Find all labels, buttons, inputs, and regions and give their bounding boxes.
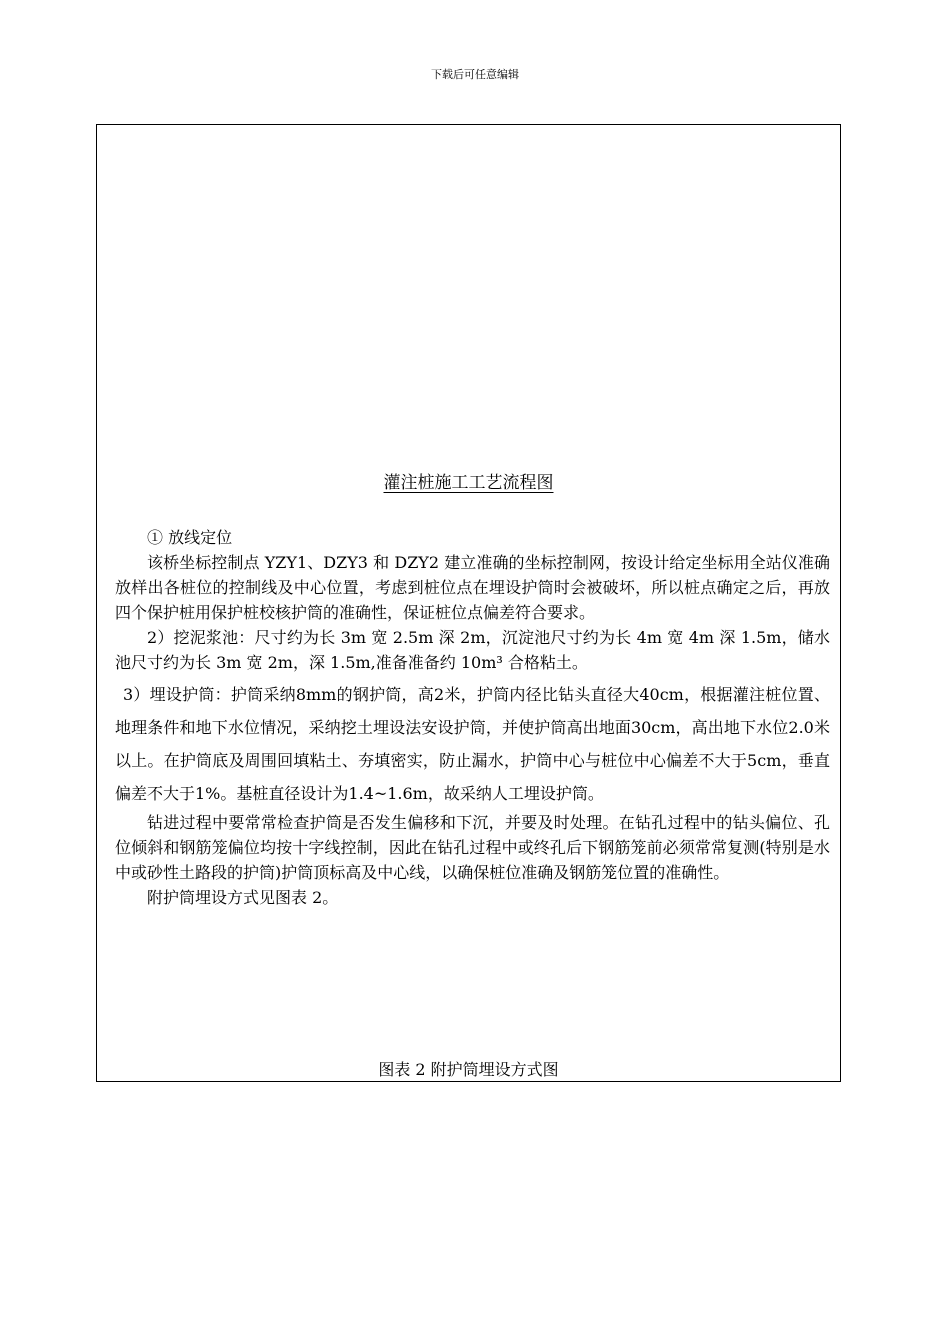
section-2-paragraph: 2）挖泥浆池：尺寸约为长 3m 宽 2.5m 深 2m，沉淀池尺寸约为长 4m 宽 4m 深 1.5m，储水池尺寸约为长 3m 宽 2m，深 1.5m,准备准备约 10m³ 合格粘土。 <box>115 628 830 672</box>
section-4-paragraph: 钻进过程中要常常检查护筒是否发生偏移和下沉，并要及时处理。在钻孔过程中的钻头偏位、孔位倾斜和钢筋笼偏位均按十字线控制，因此在钻孔过程中或终孔后下钢筋笼前必须常常复测(特别是水中或砂性土路段的护筒)护筒顶标高及中心线，以确保桩位准确及钢筋笼位置的准确性。 <box>115 813 830 882</box>
section-1-heading: ① 放线定位 <box>147 528 233 547</box>
section-1-paragraph: 该桥坐标控制点 YZY1、DZY3 和 DZY2 建立准确的坐标控制网，按设计给定坐标用全站仪准确放样出各桩位的控制线及中心位置，考虑到桩位点在埋设护筒时会被破坏，所以桩点确定之后，再放四个保护桩用保护桩校核护筒的准确性，保证桩位点偏差符合要求。 <box>115 553 830 622</box>
section-3-paragraph: 3）埋设护筒：护筒采纳8mm的钢护筒，高2米，护筒内径比钻头直径大40cm，根据灌注桩位置、地理条件和地下水位情况，采纳挖土埋设法安设护筒，并使护筒高出地面30cm，高出地下水位2.0米以上。在护筒底及周围回填粘土、夯填密实，防止漏水，护筒中心与桩位中心偏差不大于5cm，垂直偏差不大于1%。基桩直径设计为1.4~1.6m，故采纳人工埋设护筒。 <box>115 685 830 803</box>
body-text <box>115 525 830 910</box>
flowchart-title <box>97 468 840 493</box>
flowchart-title-text: 灌注桩施工工艺流程图 <box>383 473 554 493</box>
figure-2-caption: 图表 2 附护筒埋设方式图 <box>378 1060 559 1079</box>
content-frame <box>96 124 841 1082</box>
section-5-paragraph: 附护筒埋设方式见图表 2。 <box>147 888 339 907</box>
page-header: 下载后可任意编辑 <box>431 68 519 81</box>
